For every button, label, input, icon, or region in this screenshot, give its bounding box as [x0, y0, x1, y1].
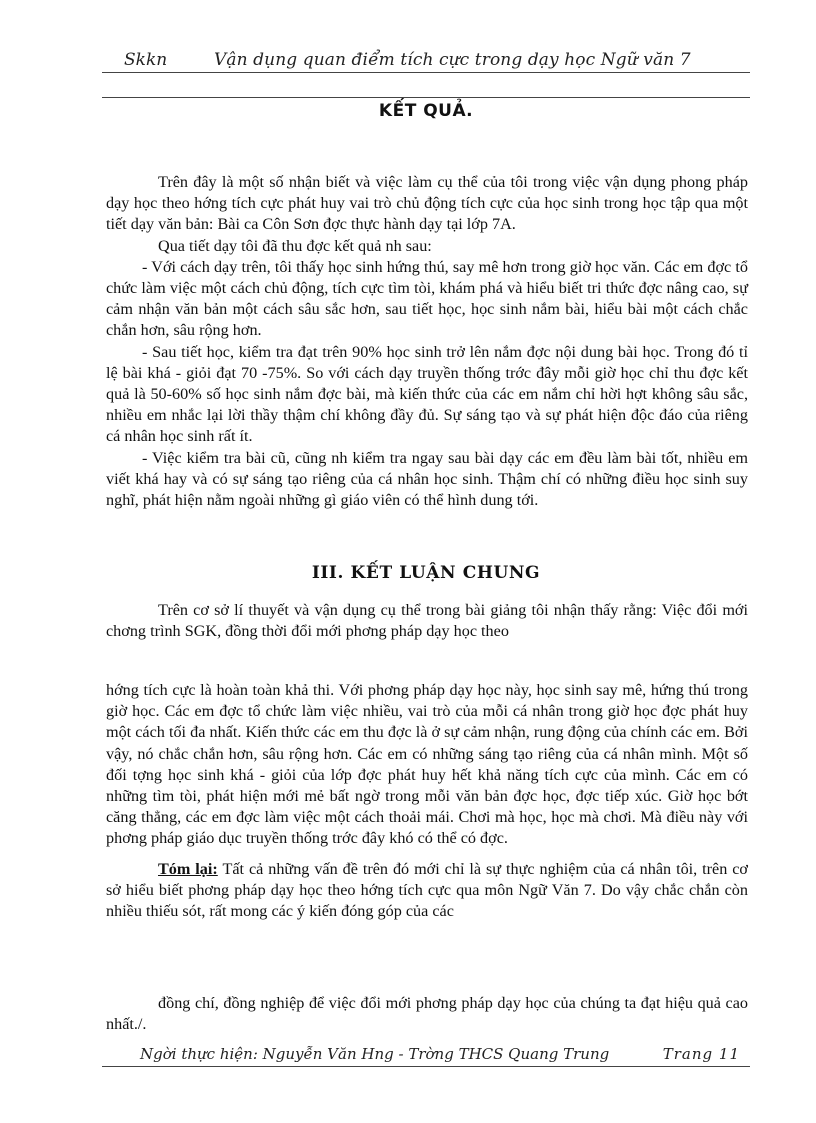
- conclusion-paragraph-1: Trên cơ sở lí thuyết và vận dụng cụ thể trong bài giảng tôi nhận thấy rằng: Việc đổi mới chơng trình SGK, đồng thời đổi mới phơng pháp dạy học theo: [106, 601, 748, 641]
- conclusion-part-3: [106, 993, 748, 1035]
- footer-rule: [102, 1066, 750, 1067]
- result-paragraph-bullet-3: - Việc kiểm tra bài cũ, cũng nh kiểm tra ngay sau bài dạy các em đều làm bài tốt, nhiều em viết khá hay và có sự sáng tạo riêng của cá nhân học sinh. Thậm chí có những điều học sinh suy nghĩ, phát hiện nằm ngoài những gì giáo viên có thể hình dung tới.: [106, 448, 748, 510]
- summary-label: Tóm lại:: [158, 859, 218, 878]
- header-rule-bottom: [102, 97, 750, 98]
- closing-paragraph: đồng chí, đồng nghiệp để việc đổi mới phơng pháp dạy học của chúng ta đạt hiệu quả cao nhất./.: [106, 994, 748, 1034]
- summary-text: Tất cả những vấn đề trên đó mới chỉ là sự thực nghiệm của cá nhân tôi, trên cơ sở hiểu biết phơng pháp dạy học theo hớng tích cực qua môn Ngữ Văn 7. Do vậy chắc chắn còn nhiều thiếu sót, rất mong các ý kiến đóng góp của các: [106, 859, 748, 921]
- header-code: Skkn: [124, 50, 168, 70]
- conclusion-part-1: [106, 600, 748, 642]
- conclusion-paragraph-2: hớng tích cực là hoàn toàn khả thi. Với phơng pháp dạy học này, học sinh say mê, hứng thú trong giờ học. Các em đợc tổ chức làm việc nhiều, vai trò của mỗi cá nhân trong giờ học đợc phát huy một cách tối đa nhất. Kiến thức các em thu đợc là ở sự cảm nhận, rung động của chính các em. Bởi vậy, nó chắc chắn hơn, sâu rộng hơn. Các em có những sáng tạo riêng của cá nhân mình. Một số đối tợng học sinh khá - giỏi của lớp đợc phát huy hết khả năng tích cực của mình. Các em có những tìm tòi, phát hiện mới mẻ bất ngờ trong mỗi văn bản đợc học, đợc tiếp xúc. Giờ học bớt căng thẳng, các em đợc làm việc một cách thoải mái. Chơi mà học, học mà chơi. Mà điều này với phơng pháp giáo dục truyền thống trớc đây khó có thể có đợc.: [106, 681, 748, 848]
- result-paragraph-intro: Trên đây là một số nhận biết và việc làm cụ thể của tôi trong việc vận dụng phong pháp dạy học theo hớng tích cực phát huy vai trò chủ động tích cực của học sinh trong học tập qua một tiết dạy văn bản: Bài ca Côn Sơn đợc thực hành dạy tại lớp 7A.: [106, 173, 748, 234]
- page-footer: [140, 1045, 744, 1067]
- page-header: [102, 48, 750, 72]
- result-section: [106, 172, 748, 511]
- result-paragraph-bullet-1: - Với cách dạy trên, tôi thấy học sinh hứng thú, say mê hơn trong giờ học văn. Các em đợc tổ chức làm việc một cách chủ động, tích cực tìm tòi, khám phá và hiểu biết tri thức đợc nâng cao, sự cảm nhận văn bản một cách sâu sắc hơn, sau tiết học, học sinh nắm bài, hiểu bài một cách chắc chắn hơn, sâu rộng hơn.: [106, 257, 748, 340]
- heading-result: KẾT QUẢ.: [378, 101, 474, 121]
- header-rule-top: [102, 72, 750, 73]
- footer-author: Ngời thực hiện: Nguyễn Văn Hng - Trờng THCS Quang Trung: [140, 1045, 610, 1063]
- header-title: Vận dụng quan điểm tích cực trong dạy học Ngữ văn 7: [214, 50, 691, 70]
- footer-page-number: Trang 11: [662, 1045, 740, 1063]
- result-paragraph-lead: Qua tiết dạy tôi đã thu đợc kết quả nh sau:: [158, 236, 432, 255]
- heading-conclusion: III. KẾT LUẬN CHUNG: [311, 563, 541, 583]
- conclusion-part-2: [106, 680, 748, 922]
- summary-paragraph: [106, 859, 748, 923]
- result-paragraph-bullet-2: - Sau tiết học, kiểm tra đạt trên 90% học sinh trở lên nắm đợc nội dung bài học. Trong đó tỉ lệ bài khá - giỏi đạt 70 -75%. So với cách dạy truyền thống trớc đây mỗi giờ học chỉ thu đợc kết quả là 50-60% số học sinh nắm đợc bài, mà kiến thức của các em nắm chỉ hời hợt không sâu sắc, nhiều em nhắc lại lời thầy thậm chí không đầy đủ. Sự sáng tạo và sự phát hiện độc đáo của riêng cá nhân học sinh rất ít.: [106, 342, 748, 446]
